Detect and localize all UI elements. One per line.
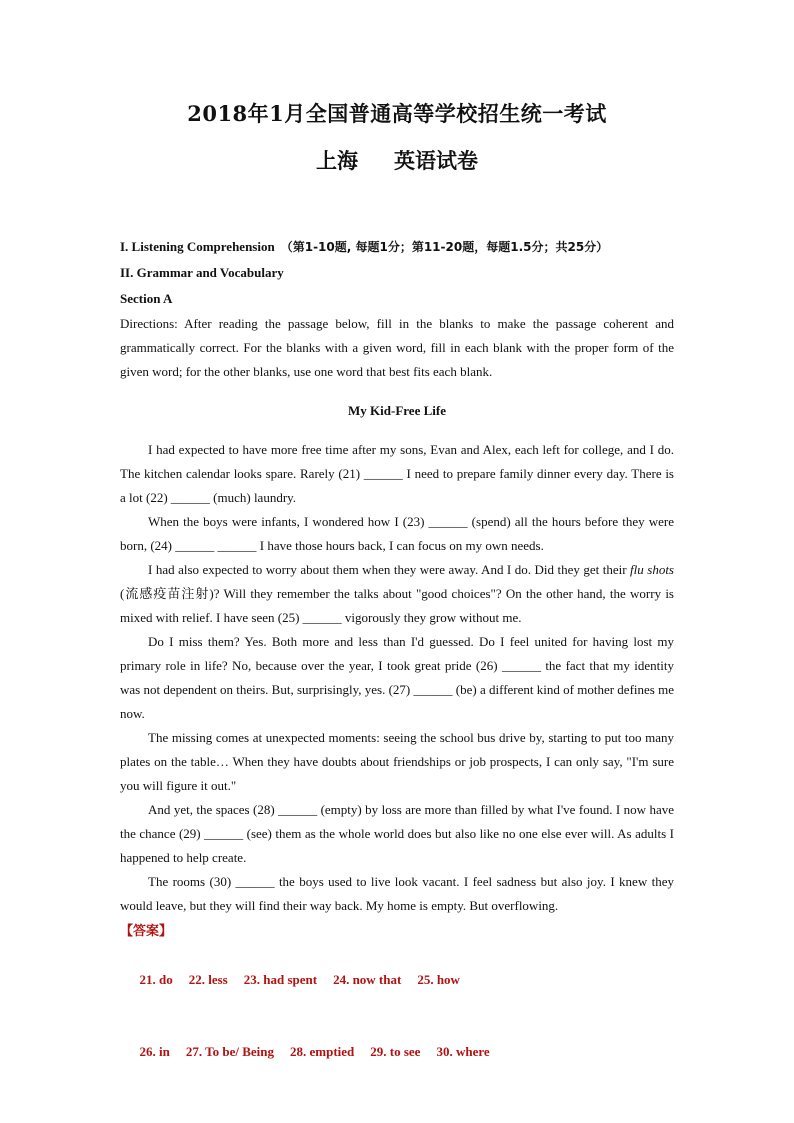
answer-item: 26. in xyxy=(139,1044,170,1059)
answer-item: 30. where xyxy=(436,1044,490,1059)
answer-item: 27. To be/ Being xyxy=(185,1044,274,1059)
answer-item: 21. do xyxy=(139,972,173,987)
exam-subtitle xyxy=(0,145,794,175)
italic-term: flu shots xyxy=(630,562,674,577)
directions-text: Directions: After reading the passage below, fill in the blanks to make the passage coherent and grammatically correct. For the blanks with a given word, fill in each blank with the proper form of the given word; for the other blanks, use one word that best fits each blank. xyxy=(120,316,674,379)
passage-paragraph: I had expected to have more free time after my sons, Evan and Alex, each left for college, and I do. The kitchen calendar looks spare. Rarely (21) ______ I need to prepare family dinner every day. There is a lot (22) ______ (much) laundry. xyxy=(120,442,674,505)
answers-row-2 xyxy=(120,1016,674,1088)
answer-label: 【答案】 xyxy=(120,924,173,939)
answer-item: 24. now that xyxy=(333,972,402,987)
passage-title: My Kid-Free Life xyxy=(348,403,446,418)
passage-paragraph: When the boys were infants, I wondered how I (23) ______ (spend) all the hours before they were born, (24) ______ ______ I have those hours back, I can focus on my own needs. xyxy=(120,514,674,553)
answer-item: 22. less xyxy=(188,972,228,987)
passage-paragraph xyxy=(120,558,674,630)
section-listening-note: （第1-10题, 每题1分；第11-20题，每题1.5分；共25分） xyxy=(280,240,609,254)
section-listening-label: I. Listening Comprehension xyxy=(120,239,275,254)
region-label: 上海 xyxy=(316,148,358,173)
passage-paragraph: Do I miss them? Yes. Both more and less than I'd guessed. Do I feel united for having lost my primary role in life? No, because over the year, I took great pride (26) ______ the fact that my identity was not dependent on theirs. But, surprisingly, yes. (27) ______ (be) a different kind of mother defines me now. xyxy=(120,634,674,721)
answer-item: 25. how xyxy=(417,972,460,987)
paragraph-text: (流感疫苗注射)? Will they remember the talks about "good choices"? On the other hand, the worry is mixed with relief. I have seen (25) ______ vigorously they grow without me. xyxy=(120,586,674,625)
passage-paragraph: The rooms (30) ______ the boys used to live look vacant. I feel sadness but also joy. I knew they would leave, but they will find their way back. My home is empty. But overflowing. xyxy=(120,874,674,913)
paragraph-text: I had also expected to worry about them when they were away. And I do. Did they get their xyxy=(148,562,631,577)
passage-paragraph: The missing comes at unexpected moments: seeing the school bus drive by, starting to put too many plates on the table… When they have doubts about friendships or job prospects, I can only say, "I'm sure you will figure it out." xyxy=(120,730,674,793)
answer-item: 29. to see xyxy=(370,1044,421,1059)
answers-row-1 xyxy=(120,944,674,1016)
answer-item: 28. emptied xyxy=(289,1044,355,1059)
section-grammar-label: II. Grammar and Vocabulary xyxy=(120,265,284,280)
passage-paragraph: And yet, the spaces (28) ______ (empty) by loss are more than filled by what I've found. I now have the chance (29) ______ (see) them as the whole world does but also like no one else ever will. As adults I happened to help create. xyxy=(120,802,674,865)
exam-title: 2018年1月全国普通高等学校招生统一考试 xyxy=(187,101,607,126)
section-a-label: Section A xyxy=(120,291,173,306)
exam-content xyxy=(120,234,674,1088)
section-listening xyxy=(120,234,674,260)
answer-item: 23. had spent xyxy=(243,972,318,987)
subject-label: 英语试卷 xyxy=(394,148,478,173)
